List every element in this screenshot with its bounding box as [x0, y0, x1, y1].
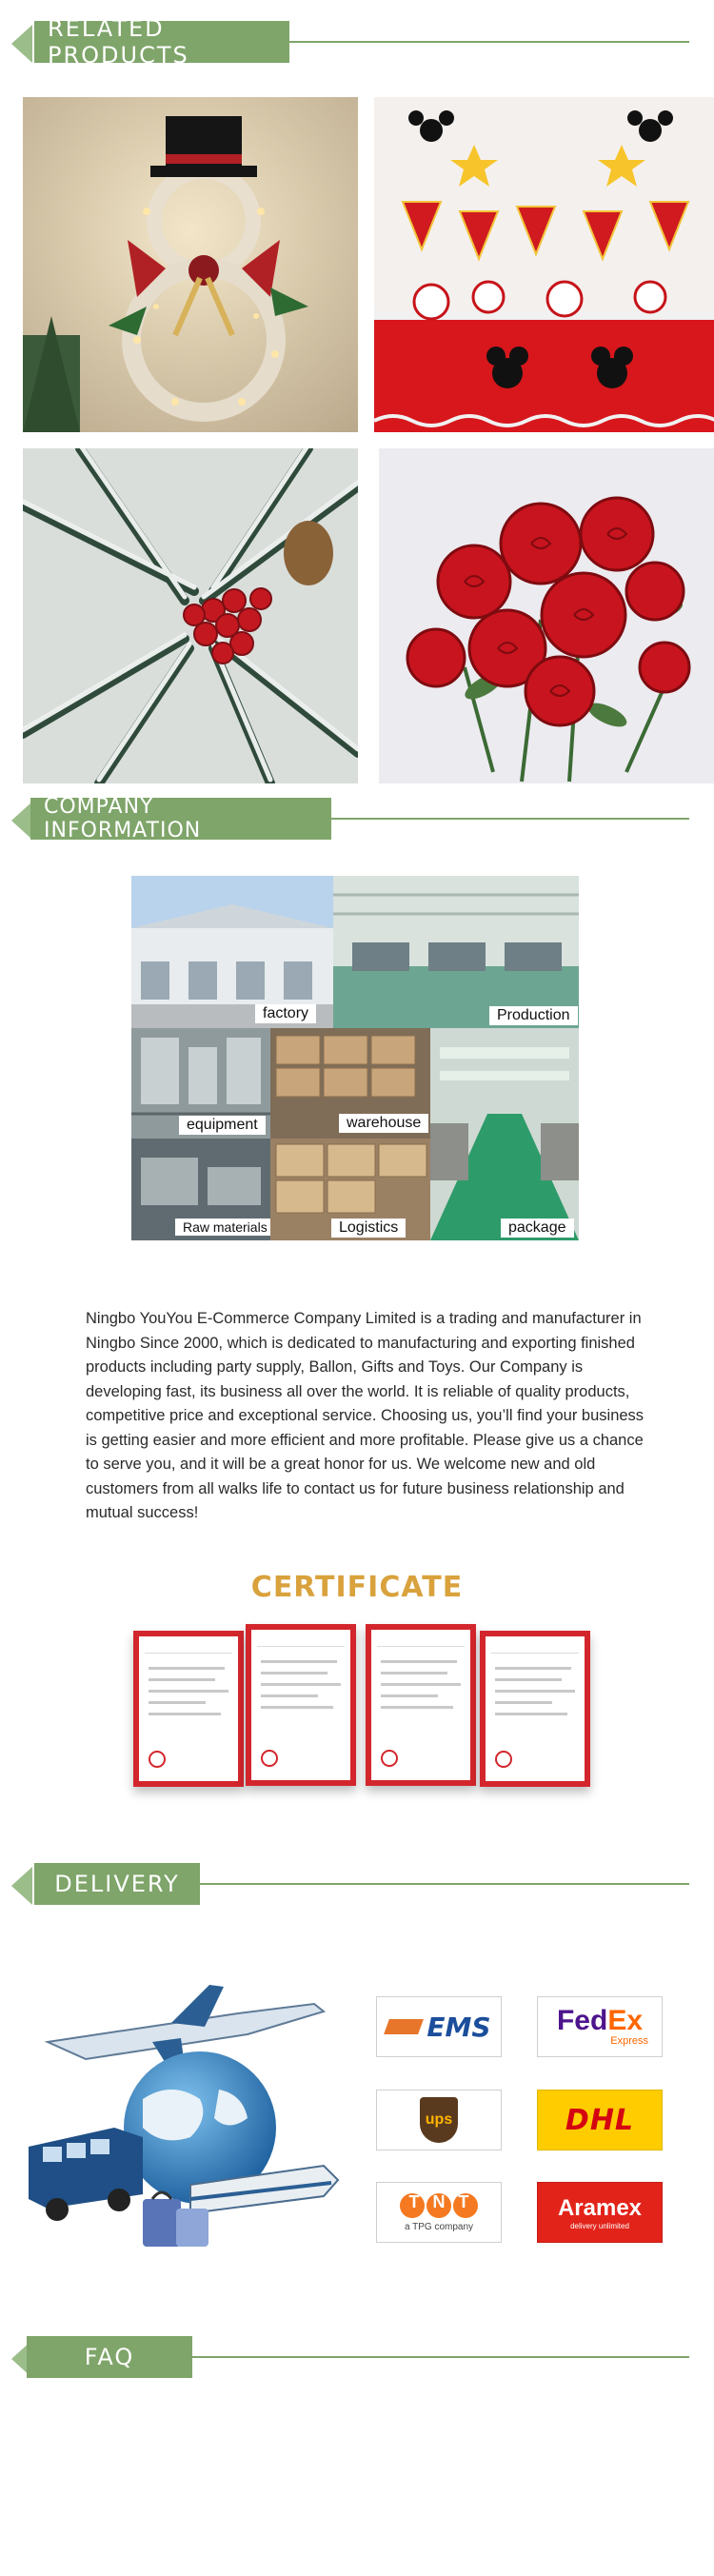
courier-fedex[interactable]: [537, 1996, 663, 2057]
header-arrow-icon: [11, 802, 32, 840]
factory-photo: [131, 876, 333, 1028]
package-photo: [430, 1028, 579, 1240]
raw-materials-photo: [131, 1139, 270, 1240]
collage-label: package: [501, 1219, 574, 1238]
company-photo-collage: [131, 876, 579, 1240]
certificate-title: CERTIFICATE: [250, 1571, 464, 1604]
cert-stamp-icon: [381, 1750, 398, 1767]
section-title: RELATED PRODUCTS: [34, 21, 289, 63]
courier-ups[interactable]: [376, 2090, 502, 2150]
collage-label: factory: [255, 1004, 316, 1023]
courier-dhl[interactable]: [537, 2090, 663, 2150]
logistics-photo: [270, 1139, 430, 1240]
ups-shield-icon: [420, 2097, 458, 2143]
cert-logo-icon: [491, 1642, 579, 1654]
related-products-header: [0, 15, 714, 69]
cert-stamp-icon: [495, 1751, 512, 1768]
ems-logo-icon: [387, 2011, 490, 2043]
collage-label: equipment: [179, 1116, 266, 1135]
certificate-card[interactable]: [246, 1624, 356, 1786]
section-title: FAQ: [27, 2336, 192, 2378]
party-supplies-icon: [374, 97, 714, 432]
collage-label: Raw materials: [175, 1219, 270, 1236]
fedex-logo-icon: [557, 2007, 643, 2035]
company-description: Ningbo YouYou E-Commerce Company Limited is a trading and manufacturer in Ningbo Since 2000, which is dedicated to manufacturing and exporting finished products including party supply, Ballon, Gifts and Toys. Our Company is developing fast, its business all over the world. It is reliable of quality products, competitive price and exceptional service. Choosing us, you’ll find your business is getting easier and more efficient and more profitable. Please give us a chance to serve you, and it will be a great honor for us. We welcome new and old customers from all walks life to contact us for future business relationship and mutual success!: [86, 1310, 645, 1521]
section-title: DELIVERY: [34, 1863, 200, 1905]
courier-tnt[interactable]: [376, 2182, 502, 2243]
aramex-sublabel: delivery unlimited: [570, 2221, 629, 2230]
certificate-card[interactable]: [480, 1631, 590, 1787]
global-shipping-illustration: [29, 1985, 343, 2251]
flocked-pine-icon: [23, 448, 358, 783]
courier-aramex[interactable]: [537, 2182, 663, 2243]
equipment-photo: [131, 1028, 270, 1139]
cert-stamp-icon: [149, 1751, 166, 1768]
tnt-sublabel: a TPG company: [404, 2221, 474, 2232]
header-divider: [331, 818, 689, 820]
company-information-header: [0, 795, 714, 843]
transport-globe-icon: [29, 1985, 343, 2251]
header-divider: [200, 1883, 689, 1885]
delivery-header: [0, 1863, 714, 1909]
tnt-label: TNT: [408, 2192, 483, 2211]
product-image-flocked-pine[interactable]: [23, 448, 358, 783]
courier-ems[interactable]: [376, 1996, 502, 2057]
certificate-card[interactable]: [366, 1624, 476, 1786]
warehouse-photo: [270, 1028, 430, 1139]
cert-logo-icon: [145, 1642, 232, 1654]
cert-stamp-icon: [261, 1750, 278, 1767]
packaging-hall-icon: [430, 1028, 579, 1240]
snowman-wreath-icon: [23, 97, 358, 432]
fedex-label-part2: Ex: [607, 2005, 644, 2036]
section-title: COMPANY INFORMATION: [30, 798, 331, 840]
ups-label: ups: [425, 2111, 453, 2128]
product-image-snowman-wreath[interactable]: [23, 97, 358, 432]
product-image-mickey-party-set[interactable]: [374, 97, 714, 432]
production-photo: [333, 876, 579, 1028]
fedex-label-part1: Fed: [556, 2005, 608, 2036]
header-arrow-icon: [11, 25, 32, 63]
collage-label: Logistics: [331, 1219, 406, 1238]
header-arrow-icon: [11, 1867, 32, 1905]
ems-label: EMS: [426, 2011, 491, 2043]
production-line-icon: [333, 876, 579, 1028]
header-divider: [289, 41, 689, 43]
collage-label: Production: [489, 1006, 578, 1025]
red-roses-icon: [379, 448, 714, 783]
faq-header: [0, 2336, 714, 2382]
header-divider: [192, 2356, 689, 2358]
collage-label: warehouse: [339, 1114, 428, 1133]
aramex-logo-icon: Aramex: [557, 2194, 643, 2221]
cert-logo-icon: [377, 1635, 465, 1647]
certificate-card[interactable]: [133, 1631, 244, 1787]
fedex-sublabel: Express: [610, 2035, 648, 2047]
product-image-red-roses[interactable]: [379, 448, 714, 783]
dhl-logo-icon: DHL: [565, 2103, 635, 2137]
cert-logo-icon: [257, 1635, 345, 1647]
